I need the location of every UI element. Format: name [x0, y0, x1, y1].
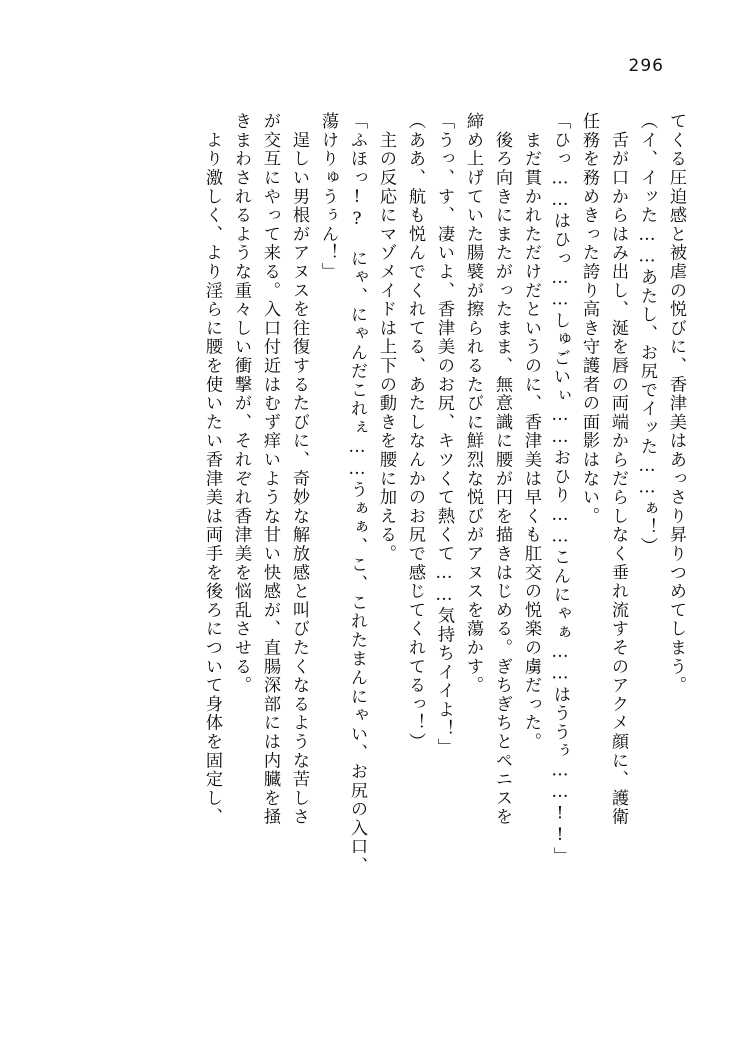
- text-line: 後ろ向きにまたがったまま、無意識に腰が円を描きはじめる。ぎちぎちとペニスを: [492, 112, 512, 827]
- text-line: 蕩けりゅうぅん！」: [318, 112, 338, 282]
- text-line: が交互にやって来る。入口付近はむず痒いような甘い快感が、直腸深部には内臓を掻: [260, 112, 280, 827]
- text-line: きまわされるような重々しい衝撃が、それぞれ香津美を悩乱させる。: [231, 112, 251, 695]
- text-line: （ああ、航も悦んでくれてる、あたしなんかのお尻で感じてくれてるっ！）: [405, 112, 425, 752]
- text-line: 逞しい男根がアヌスを往復するたびに、奇妙な解放感と叫びたくなるような苦しさ: [289, 112, 309, 827]
- text-line: 舌が口からはみ出し、涎を唇の両端からだらしなく垂れ流すそのアクメ顔に、護衛: [608, 112, 628, 827]
- text-line: 主の反応にマゾメイドは上下の動きを腰に加える。: [376, 112, 396, 564]
- text-line: 「うっ、す、凄いよ、香津美のお尻、キツくて熱くて……気持ちイイよ！」: [434, 112, 454, 757]
- text-line: まだ貫かれただけだというのに、香津美は早くも肛交の悦楽の虜だった。: [521, 112, 541, 752]
- text-line: 「ひっ……はひっ……しゅごいぃ……おひり……こんにゃぁ……はううぅ……!!」: [550, 112, 570, 866]
- page-number: 296: [628, 56, 664, 76]
- text-line: 締め上げていた腸襞が擦られるたびに鮮烈な悦びがアヌスを蕩かす。: [463, 112, 483, 695]
- text-line: 「ふほっ!? にゃ、にゃんだこれぇ……うぁぁ、こ、これたまんにゃい、お尻の入口、: [347, 112, 367, 876]
- text-line: （イ、イッた……あたし、お尻でイッた……ぁ！）: [637, 112, 657, 556]
- text-line: より激しく、より淫らに腰を使いたい香津美は両手を後ろについて身体を固定し、: [202, 112, 222, 827]
- text-line: てくる圧迫感と被虐の悦びに、香津美はあっさり昇りつめてしまう。: [666, 112, 686, 695]
- text-line: 任務を務めきった誇り高き守護者の面影はない。: [579, 112, 599, 526]
- body-text: [54, 112, 684, 952]
